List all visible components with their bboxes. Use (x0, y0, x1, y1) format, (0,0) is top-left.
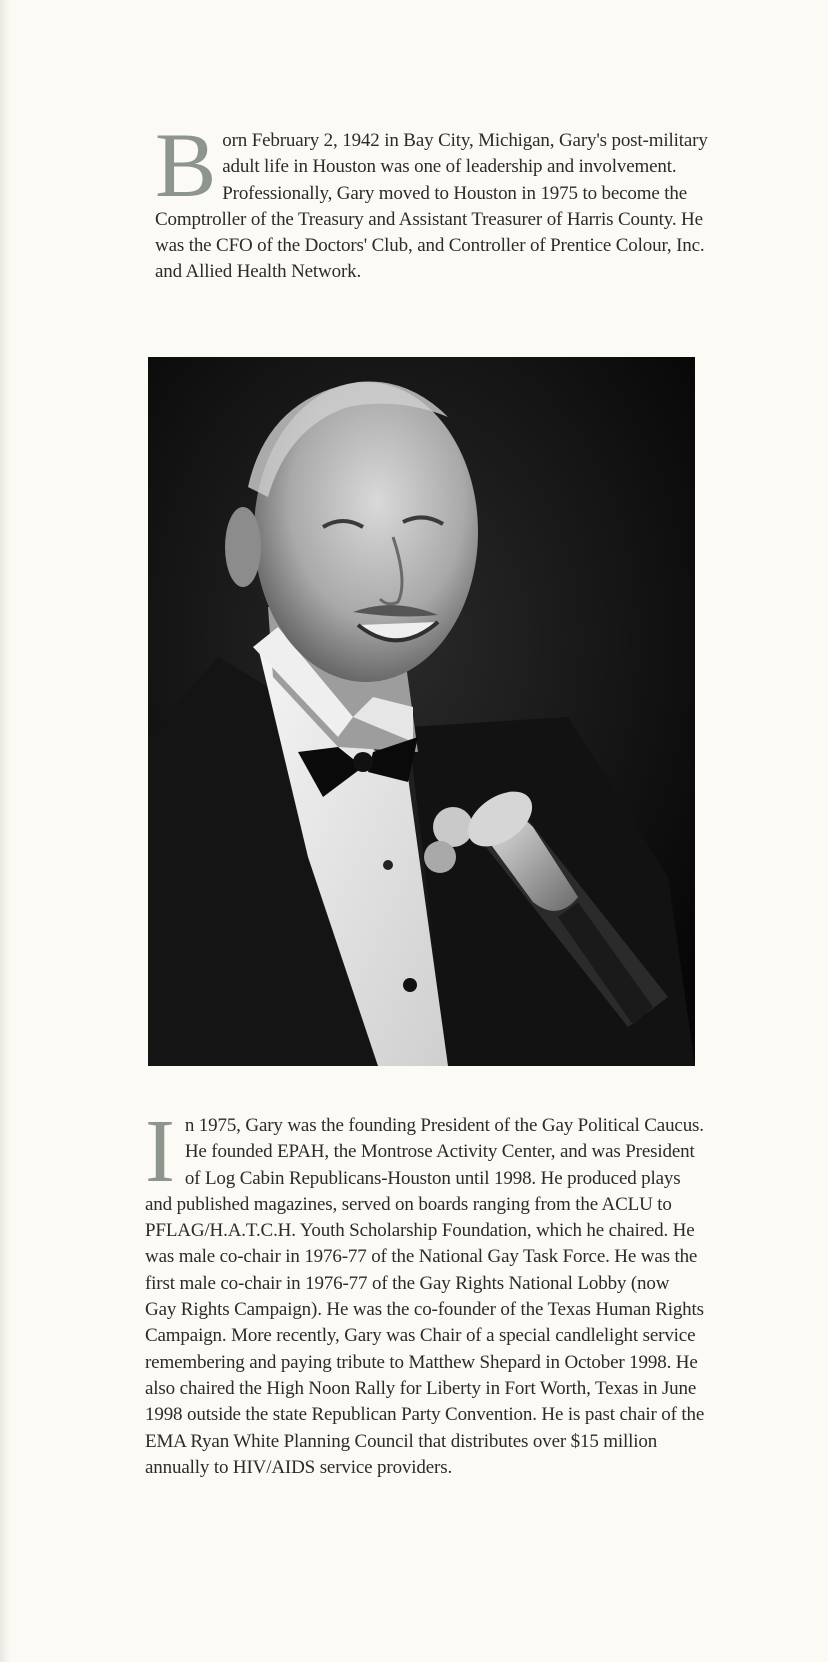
activism-text: n 1975, Gary was the founding President of the Gay Political Caucus. He founded EPAH, the Montrose Activity Center, and was President of Log Cabin Republicans-Houston until 1998. He produced plays and published magazines, served on boards ranging from the ACLU to PFLAG/H.A.T.C.H. Youth Scholarship Foundation, which he chaired. He was male co-chair in 1976-77 of the National Gay Task Force. He was the first male co-chair in 1976-77 of the Gay Rights National Lobby (now Gay Rights Campaign). He was the co-founder of the Texas Human Rights Campaign. More recently, Gary was Chair of a special candlelight service remembering and paying tribute to Matthew Shepard in October 1998. He also chaired the High Noon Rally for Liberty in Fort Worth, Texas in June 1998 outside the state Republican Party Convention. He is past chair of the EMA Ryan White Planning Council that distributes over $15 million annually to HIV/AIDS service providers. (145, 1115, 705, 1478)
activism-paragraph (145, 1102, 705, 1481)
drop-cap-i: I (145, 1102, 175, 1201)
drop-cap-b: B (155, 114, 217, 216)
intro-paragraph (155, 114, 715, 286)
portrait-photo (148, 357, 695, 1066)
page-edge-shadow (0, 0, 10, 1662)
intro-text: orn February 2, 1942 in Bay City, Michigan, Gary's post-military adult life in Houston was one of leadership and involvement. Professionally, Gary moved to Houston in 1975 to become the Comptroller of the Treasury and Assistant Treasurer of Harris County. He was the CFO of the Doctors' Club, and Controller of Prentice Colour, Inc. and Allied Health Network. (155, 130, 708, 283)
